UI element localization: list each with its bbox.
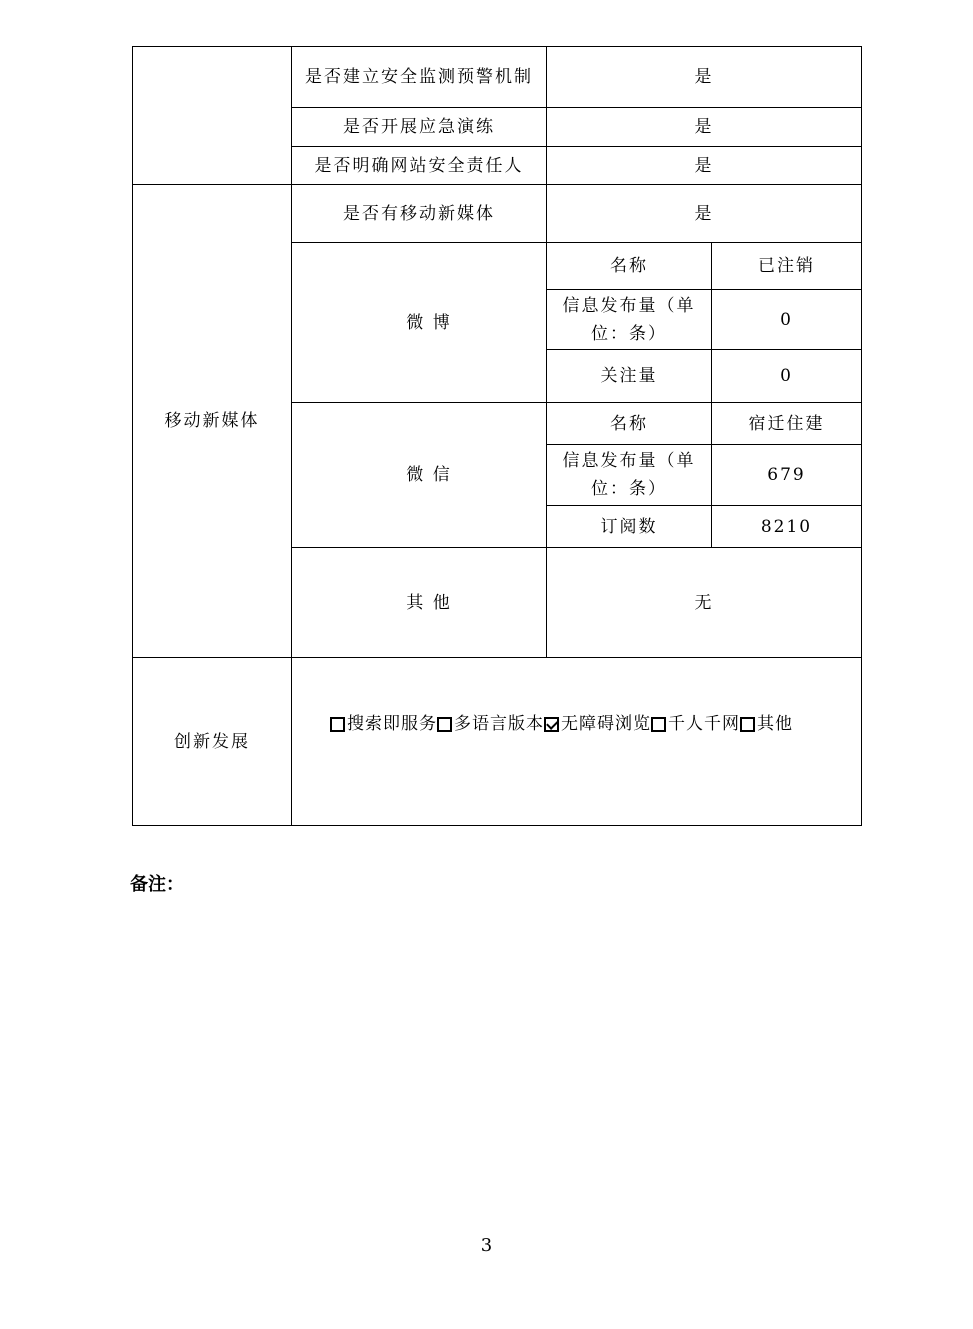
option-label: 无障碍浏览 — [561, 714, 651, 734]
mobile-media-section-label: 移动新媒体 — [133, 185, 292, 658]
page-number: 3 — [480, 1235, 493, 1256]
report-table — [132, 46, 862, 826]
monitoring-value: 是 — [547, 47, 862, 108]
option-accessibility[interactable] — [544, 710, 651, 738]
checkbox-icon[interactable] — [740, 717, 755, 732]
wechat-name-label: 名称 — [547, 403, 712, 445]
drill-label: 是否开展应急演练 — [292, 108, 547, 147]
remark-label: 备注： — [130, 874, 184, 895]
option-search-as-service[interactable] — [330, 710, 437, 738]
responsible-value: 是 — [547, 147, 862, 185]
innovation-options — [292, 658, 862, 826]
checkbox-icon[interactable] — [437, 717, 452, 732]
weibo-follow-label: 关注量 — [547, 350, 712, 403]
has-media-value: 是 — [547, 185, 862, 243]
checkbox-icon[interactable] — [651, 717, 666, 732]
wechat-posts-label: 信息发布量（单位：条） — [547, 445, 712, 506]
wechat-name-value: 宿迁住建 — [712, 403, 862, 445]
option-label: 千人千网 — [668, 714, 740, 734]
wechat-subs-label: 订阅数 — [547, 506, 712, 548]
option-label: 多语言版本 — [454, 714, 544, 734]
option-multilingual[interactable] — [437, 710, 544, 738]
responsible-label: 是否明确网站安全责任人 — [292, 147, 547, 185]
innovation-section-label: 创新发展 — [133, 658, 292, 826]
checkbox-checked-icon[interactable] — [544, 717, 559, 732]
monitoring-label: 是否建立安全监测预警机制 — [292, 47, 547, 108]
drill-value: 是 — [547, 108, 862, 147]
weibo-posts-value: 0 — [712, 290, 862, 350]
weibo-follow-value: 0 — [712, 350, 862, 403]
weibo-name-value: 已注销 — [712, 243, 862, 290]
wechat-label: 微 信 — [292, 403, 547, 548]
section-cell-empty — [133, 47, 292, 185]
checkbox-icon[interactable] — [330, 717, 345, 732]
option-other[interactable] — [740, 710, 793, 738]
weibo-posts-label: 信息发布量（单位：条） — [547, 290, 712, 350]
weibo-name-label: 名称 — [547, 243, 712, 290]
has-media-label: 是否有移动新媒体 — [292, 185, 547, 243]
wechat-posts-value: 679 — [712, 445, 862, 506]
option-label: 其他 — [757, 714, 793, 734]
weibo-label: 微 博 — [292, 243, 547, 403]
other-value: 无 — [547, 548, 862, 658]
other-label: 其 他 — [292, 548, 547, 658]
option-personalized[interactable] — [651, 710, 740, 738]
option-label: 搜索即服务 — [347, 714, 437, 734]
wechat-subs-value: 8210 — [712, 506, 862, 548]
